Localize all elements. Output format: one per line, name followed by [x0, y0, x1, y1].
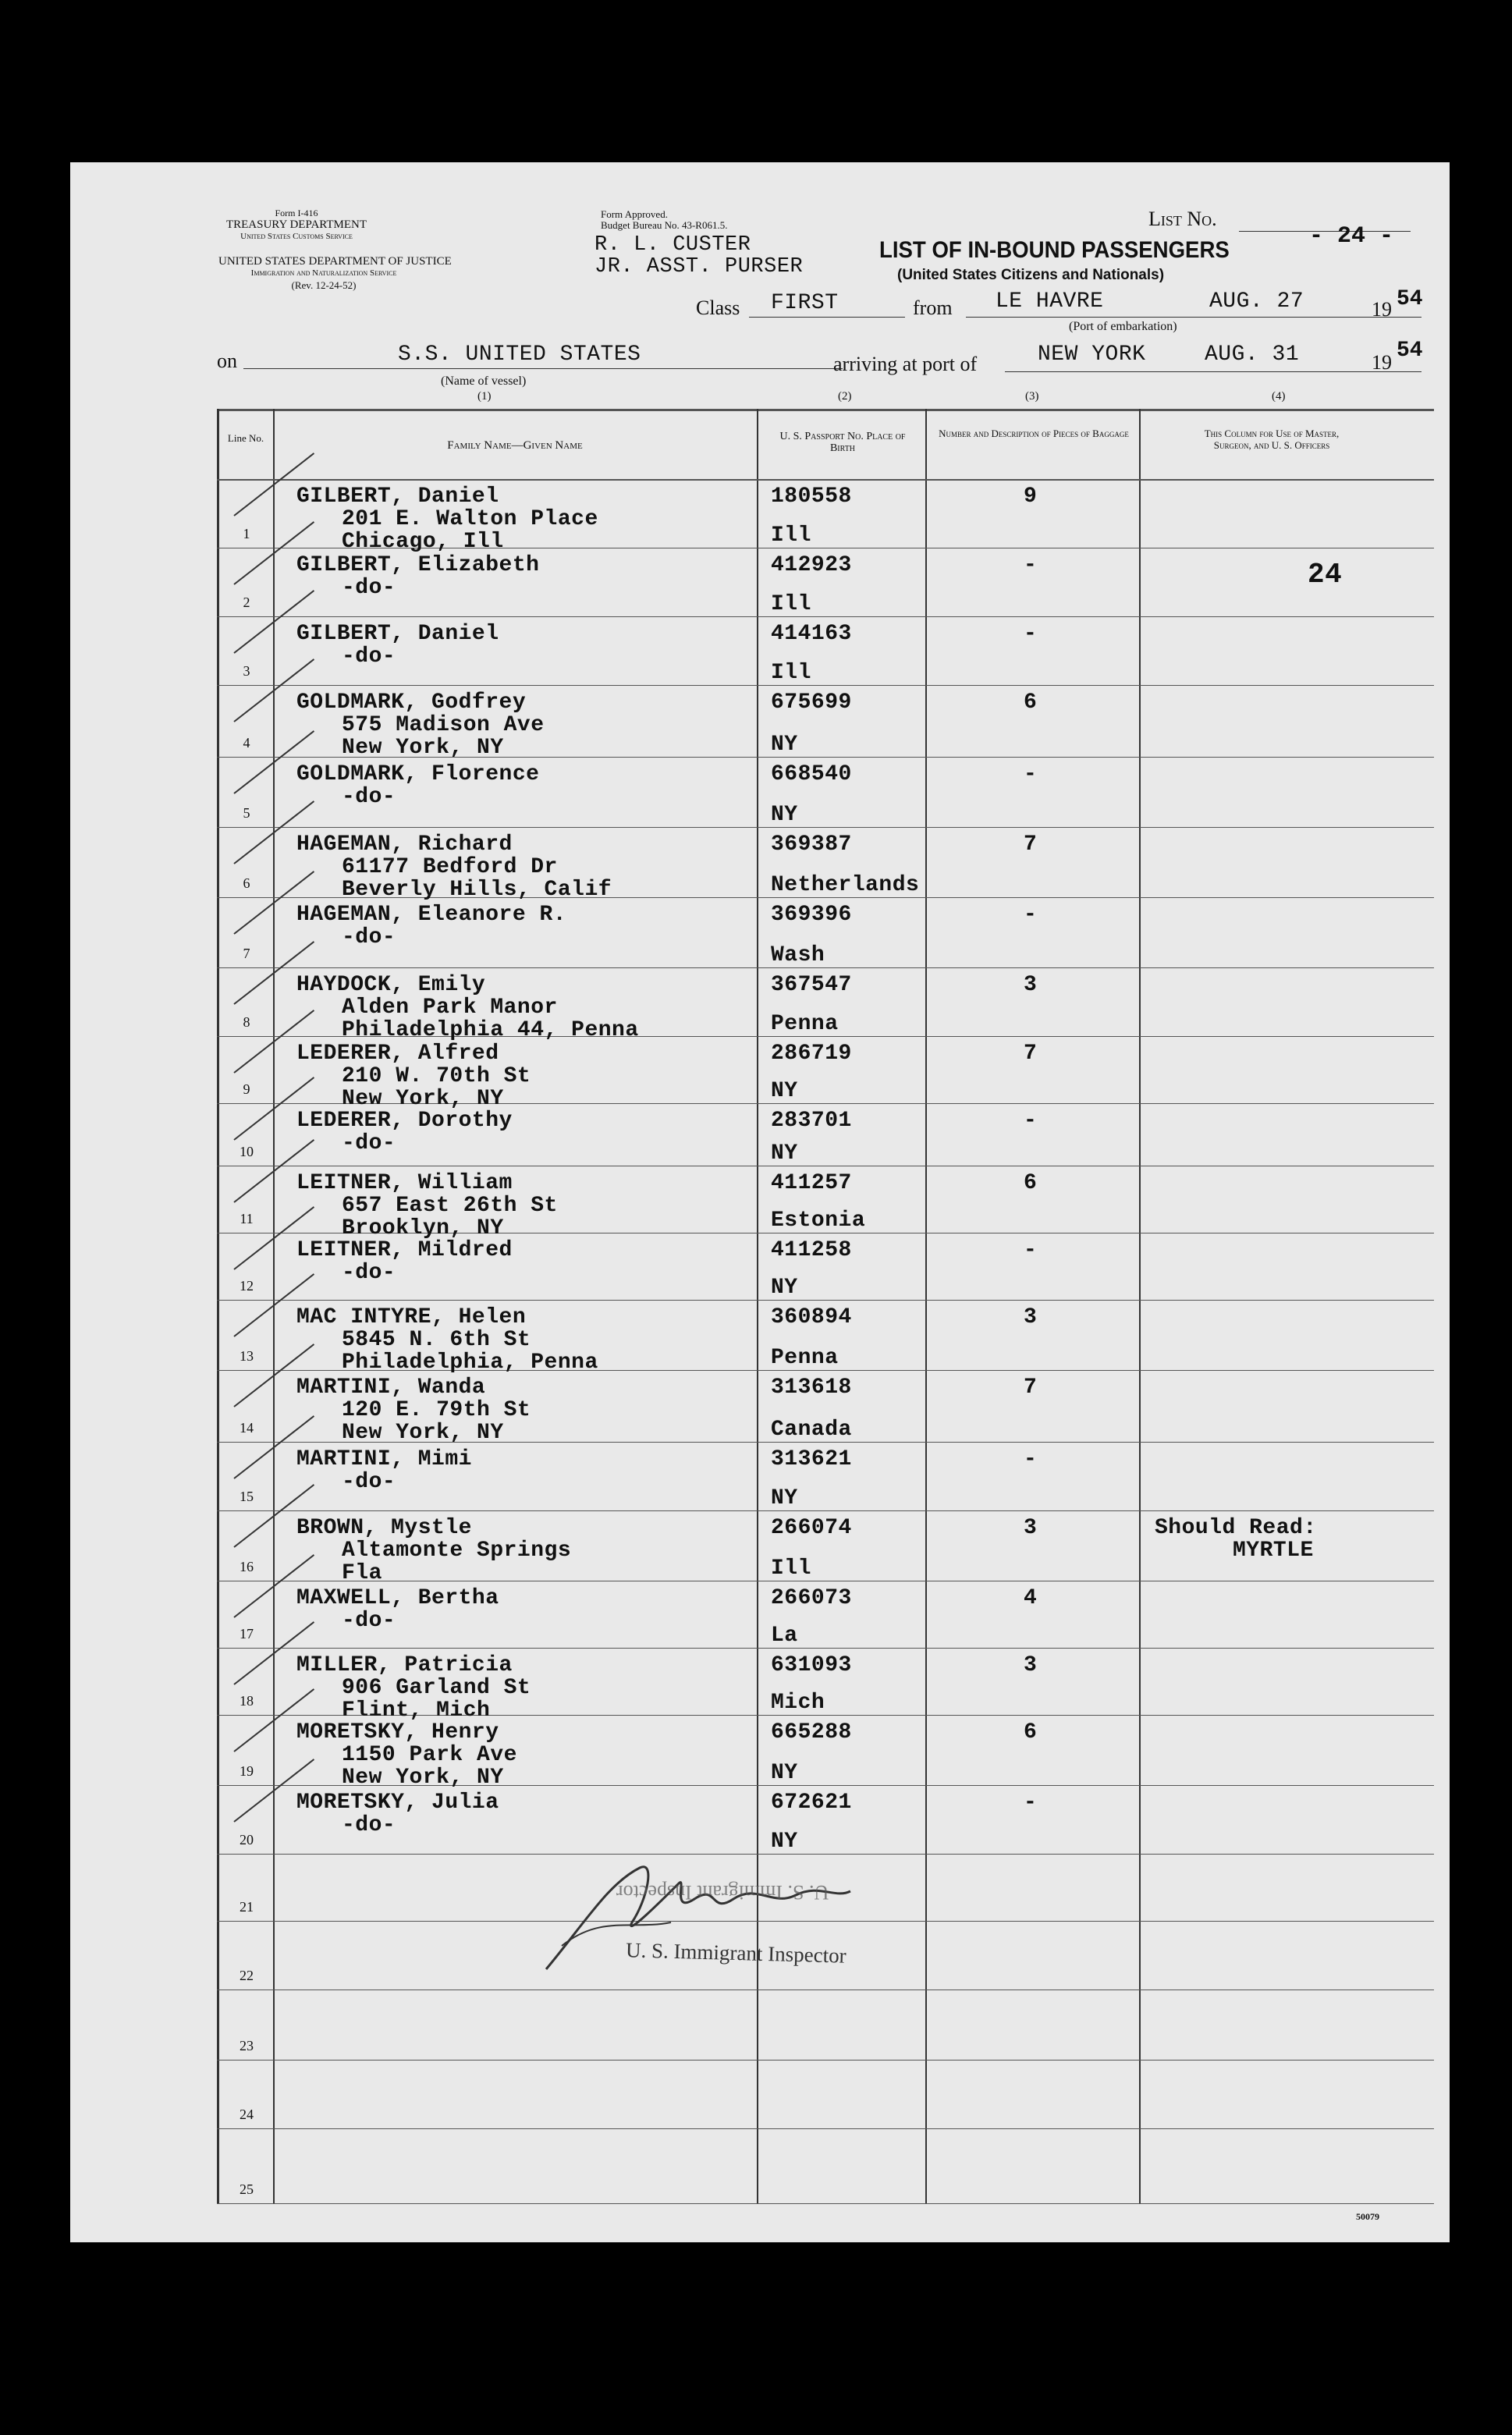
passenger-address-line1: -do- [342, 785, 396, 809]
col-header-passport: U. S. Passport No. Place of Birth [779, 431, 906, 454]
passenger-address-line2: New York, NY [342, 736, 504, 760]
list-no-value: - 24 - [1309, 223, 1394, 250]
row-divider [217, 827, 1434, 828]
officer-note: 24 [1308, 559, 1343, 591]
vessel-name: S.S. UNITED STATES [398, 343, 641, 367]
passenger-name: MARTINI, Wanda [296, 1375, 486, 1400]
passport-number: 369396 [771, 903, 852, 927]
place-of-birth: La [771, 1624, 798, 1648]
line-number: 1 [243, 526, 250, 541]
baggage-count: - [1024, 622, 1038, 646]
passenger-address-line2: New York, NY [342, 1087, 504, 1111]
passport-number: 360894 [771, 1305, 852, 1329]
treasury-dept: TREASURY DEPARTMENT [225, 218, 367, 231]
passenger-address-line1: Alden Park Manor [342, 996, 558, 1020]
line-number: 23 [240, 2038, 254, 2053]
list-subtitle: (United States Citizens and Nationals) [897, 267, 1165, 283]
passenger-address-line1: 120 E. 79th St [342, 1398, 531, 1422]
place-of-birth: Netherlands [771, 873, 920, 897]
passenger-name: HAGEMAN, Eleanore R. [296, 903, 567, 927]
passenger-address-line2: Fla [342, 1561, 382, 1585]
passenger-address-line1: 1150 Park Ave [342, 1743, 517, 1767]
place-of-birth: NY [771, 1141, 798, 1166]
passport-number: 369387 [771, 832, 852, 857]
col-num-3: (3) [1025, 390, 1039, 403]
passenger-address-line1: -do- [342, 576, 396, 600]
baggage-count: 3 [1024, 973, 1038, 997]
col-header-name: Family Name—Given Name [447, 439, 583, 452]
passenger-address-line2: New York, NY [342, 1421, 504, 1445]
passport-number: 411258 [771, 1238, 852, 1262]
col-header-line: Line No. [227, 432, 264, 444]
passenger-address-line1: 657 East 26th St [342, 1194, 558, 1218]
baggage-count: - [1024, 1791, 1038, 1815]
baggage-count: 7 [1024, 832, 1038, 857]
inspector-label: U. S. Immigrant Inspector [625, 1938, 847, 1968]
place-of-birth: NY [771, 733, 798, 757]
embark-date: AUG. 27 [1209, 289, 1304, 314]
passenger-address-line1: -do- [342, 925, 396, 950]
line-number: 12 [240, 1278, 254, 1294]
passport-number: 675699 [771, 690, 852, 715]
line-number: 21 [240, 1899, 254, 1915]
line-number: 7 [243, 946, 250, 961]
line-number: 8 [243, 1014, 250, 1030]
inspector-stamp-mirror: U. S. Immigrant Inspector [616, 1881, 829, 1904]
arrive-date: AUG. 31 [1205, 343, 1300, 367]
passenger-name: GOLDMARK, Florence [296, 762, 540, 786]
passenger-name: MAXWELL, Bertha [296, 1586, 499, 1610]
baggage-count: 7 [1024, 1375, 1038, 1400]
passport-number: 367547 [771, 973, 852, 997]
row-divider [217, 1510, 1434, 1511]
baggage-count: 7 [1024, 1042, 1038, 1066]
line-number: 11 [240, 1211, 254, 1226]
line-number: 17 [240, 1626, 254, 1642]
customs-service: United States Customs Service [240, 232, 353, 241]
manifest-sheet [70, 162, 1450, 2242]
passenger-name: HAYDOCK, Emily [296, 973, 486, 997]
baggage-count: 4 [1024, 1586, 1038, 1610]
passenger-address-line1: -do- [342, 1470, 396, 1494]
arrive-port: NEW YORK [1038, 343, 1146, 367]
purser-name: R. L. CUSTER [595, 233, 751, 257]
row-divider [217, 685, 1434, 686]
passenger-name: MAC INTYRE, Helen [296, 1305, 527, 1329]
form-approved: Form Approved. [601, 208, 668, 220]
passport-number: 266073 [771, 1586, 852, 1610]
row-divider [217, 967, 1434, 968]
line-number: 10 [240, 1144, 254, 1159]
arriving-label: arriving at port of [833, 353, 978, 375]
col-header-officers: This Column for Use of Master, Surgeon, and U. S. Officers [1204, 428, 1340, 451]
header-bottom [217, 479, 1434, 481]
place-of-birth: Wash [771, 943, 825, 967]
passenger-name: HAGEMAN, Richard [296, 832, 513, 857]
col-num-2: (2) [838, 390, 852, 403]
from-port: LE HAVRE [996, 289, 1104, 314]
line-number: 15 [240, 1489, 254, 1504]
officer-note: Should Read: [1155, 1516, 1317, 1540]
col-divider-passport [925, 409, 927, 2203]
on-label: on [217, 350, 237, 372]
passenger-address-line1: -do- [342, 1261, 396, 1285]
place-of-birth: Ill [771, 592, 811, 616]
justice-dept: UNITED STATES DEPARTMENT OF JUSTICE [218, 255, 452, 268]
passenger-address-line1: 201 E. Walton Place [342, 507, 598, 531]
col-header-baggage: Number and Description of Pieces of Baggage [939, 428, 1129, 439]
passport-number: 411257 [771, 1171, 852, 1195]
from-label: from [913, 296, 953, 319]
embark-year: 54 [1397, 287, 1423, 311]
passenger-address-line1: -do- [342, 1609, 396, 1633]
list-no-label: List No. [1148, 208, 1217, 230]
line-number: 3 [243, 663, 250, 679]
passenger-name: GILBERT, Elizabeth [296, 553, 540, 577]
col-num-4: (4) [1272, 390, 1286, 403]
place-of-birth: NY [771, 803, 798, 827]
passenger-name: GOLDMARK, Godfrey [296, 690, 527, 715]
passenger-name: MARTINI, Mimi [296, 1447, 472, 1471]
line-number: 24 [240, 2107, 254, 2122]
passport-number: 286719 [771, 1042, 852, 1066]
row-divider [217, 2060, 1434, 2061]
baggage-count: 6 [1024, 1171, 1038, 1195]
line-number: 16 [240, 1559, 254, 1574]
footer-code: 50079 [1356, 2211, 1379, 2222]
line-number: 9 [243, 1081, 250, 1097]
line-number: 2 [243, 595, 250, 610]
form-number: Form I-416 [275, 208, 318, 218]
place-of-birth: Ill [771, 661, 811, 685]
ins-service: Immigration and Naturalization Service [250, 268, 397, 278]
place-of-birth: Canada [771, 1418, 852, 1442]
line-number: 25 [240, 2181, 254, 2197]
baggage-count: - [1024, 903, 1038, 927]
passenger-name: LEITNER, Mildred [296, 1238, 513, 1262]
officer-note-correction: MYRTLE [1233, 1539, 1314, 1563]
row-divider [217, 1648, 1434, 1649]
passenger-address-line2: Chicago, Ill [342, 530, 504, 554]
col-divider-baggage [1139, 409, 1141, 2203]
passport-number: 668540 [771, 762, 852, 786]
passport-number: 631093 [771, 1653, 852, 1677]
passenger-address-line2: Beverly Hills, Calif [342, 878, 612, 902]
class-value: FIRST [771, 291, 839, 315]
row-divider [217, 616, 1434, 617]
passenger-address-line2: Philadelphia 44, Penna [342, 1018, 639, 1042]
line-number: 14 [240, 1420, 254, 1436]
passport-number: 665288 [771, 1720, 852, 1745]
arrive-year: 54 [1397, 339, 1423, 363]
passenger-address-line2: Philadelphia, Penna [342, 1351, 598, 1375]
passport-number: 180558 [771, 485, 852, 509]
form-revision: (Rev. 12-24-52) [291, 279, 357, 291]
budget-bureau: Budget Bureau No. 43-R061.5. [601, 219, 728, 231]
baggage-count: - [1024, 553, 1038, 577]
line-number: 6 [243, 875, 250, 891]
line-number: 5 [243, 805, 250, 821]
row-divider [217, 2203, 1434, 2204]
passenger-address-line1: 575 Madison Ave [342, 713, 545, 737]
passport-number: 283701 [771, 1109, 852, 1133]
passenger-name: GILBERT, Daniel [296, 622, 499, 646]
passenger-name: BROWN, Mystle [296, 1516, 472, 1540]
row-divider [217, 2128, 1434, 2129]
baggage-count: - [1024, 1238, 1038, 1262]
baggage-count: - [1024, 1447, 1038, 1471]
col-num-1: (1) [477, 390, 492, 403]
passport-number: 313618 [771, 1375, 852, 1400]
baggage-count: 6 [1024, 1720, 1038, 1745]
list-title: LIST OF IN-BOUND PASSENGERS [879, 237, 1230, 263]
passport-number: 412923 [771, 553, 852, 577]
passenger-address-line1: 61177 Bedford Dr [342, 855, 558, 879]
baggage-count: - [1024, 1109, 1038, 1133]
place-of-birth: NY [771, 1830, 798, 1854]
place-of-birth: Penna [771, 1012, 839, 1036]
class-label: Class [696, 296, 740, 319]
passport-number: 266074 [771, 1516, 852, 1540]
place-of-birth: NY [771, 1276, 798, 1300]
place-of-birth: Ill [771, 524, 811, 548]
passenger-address-line1: 5845 N. 6th St [342, 1328, 531, 1352]
place-of-birth: Mich [771, 1691, 825, 1715]
baggage-count: 6 [1024, 690, 1038, 715]
row-divider [217, 1300, 1434, 1301]
passenger-address-line1: -do- [342, 1813, 396, 1837]
purser-title: JR. ASST. PURSER [595, 255, 804, 279]
passport-number: 672621 [771, 1791, 852, 1815]
vessel-caption: (Name of vessel) [441, 374, 527, 388]
baggage-count: 3 [1024, 1516, 1038, 1540]
baggage-count: - [1024, 762, 1038, 786]
passenger-name: LEITNER, William [296, 1171, 513, 1195]
passenger-name: MORETSKY, Henry [296, 1720, 499, 1745]
passenger-name: MILLER, Patricia [296, 1653, 513, 1677]
place-of-birth: NY [771, 1761, 798, 1785]
passenger-address-line1: -do- [342, 644, 396, 669]
passenger-name: LEDERER, Alfred [296, 1042, 499, 1066]
place-of-birth: Ill [771, 1556, 811, 1581]
passenger-name: LEDERER, Dorothy [296, 1109, 513, 1133]
arrive-year-prefix: 19 [1372, 351, 1392, 374]
baggage-count: 9 [1024, 485, 1038, 509]
passenger-name: GILBERT, Daniel [296, 485, 499, 509]
passenger-address-line1: -do- [342, 1131, 396, 1155]
passenger-address-line2: Flint, Mich [342, 1698, 491, 1723]
line-number: 13 [240, 1348, 254, 1364]
line-number: 18 [240, 1693, 254, 1709]
table-top-border [217, 409, 1434, 411]
passenger-address-line1: 210 W. 70th St [342, 1064, 531, 1088]
line-number: 20 [240, 1832, 254, 1848]
place-of-birth: Estonia [771, 1209, 866, 1233]
passport-number: 313621 [771, 1447, 852, 1471]
passenger-address-line1: 906 Garland St [342, 1676, 531, 1700]
baggage-count: 3 [1024, 1305, 1038, 1329]
embark-year-prefix: 19 [1372, 298, 1392, 321]
port-embark-caption: (Port of embarkation) [1069, 320, 1177, 333]
place-of-birth: Penna [771, 1346, 839, 1370]
passenger-name: MORETSKY, Julia [296, 1791, 499, 1815]
passenger-address-line1: Altamonte Springs [342, 1539, 572, 1563]
place-of-birth: NY [771, 1079, 798, 1103]
line-number: 19 [240, 1763, 254, 1779]
line-number: 4 [243, 735, 250, 751]
place-of-birth: NY [771, 1486, 798, 1510]
passenger-address-line2: New York, NY [342, 1766, 504, 1790]
passport-number: 414163 [771, 622, 852, 646]
baggage-count: 3 [1024, 1653, 1038, 1677]
line-number: 22 [240, 1968, 254, 1983]
passenger-address-line2: Brooklyn, NY [342, 1216, 504, 1241]
